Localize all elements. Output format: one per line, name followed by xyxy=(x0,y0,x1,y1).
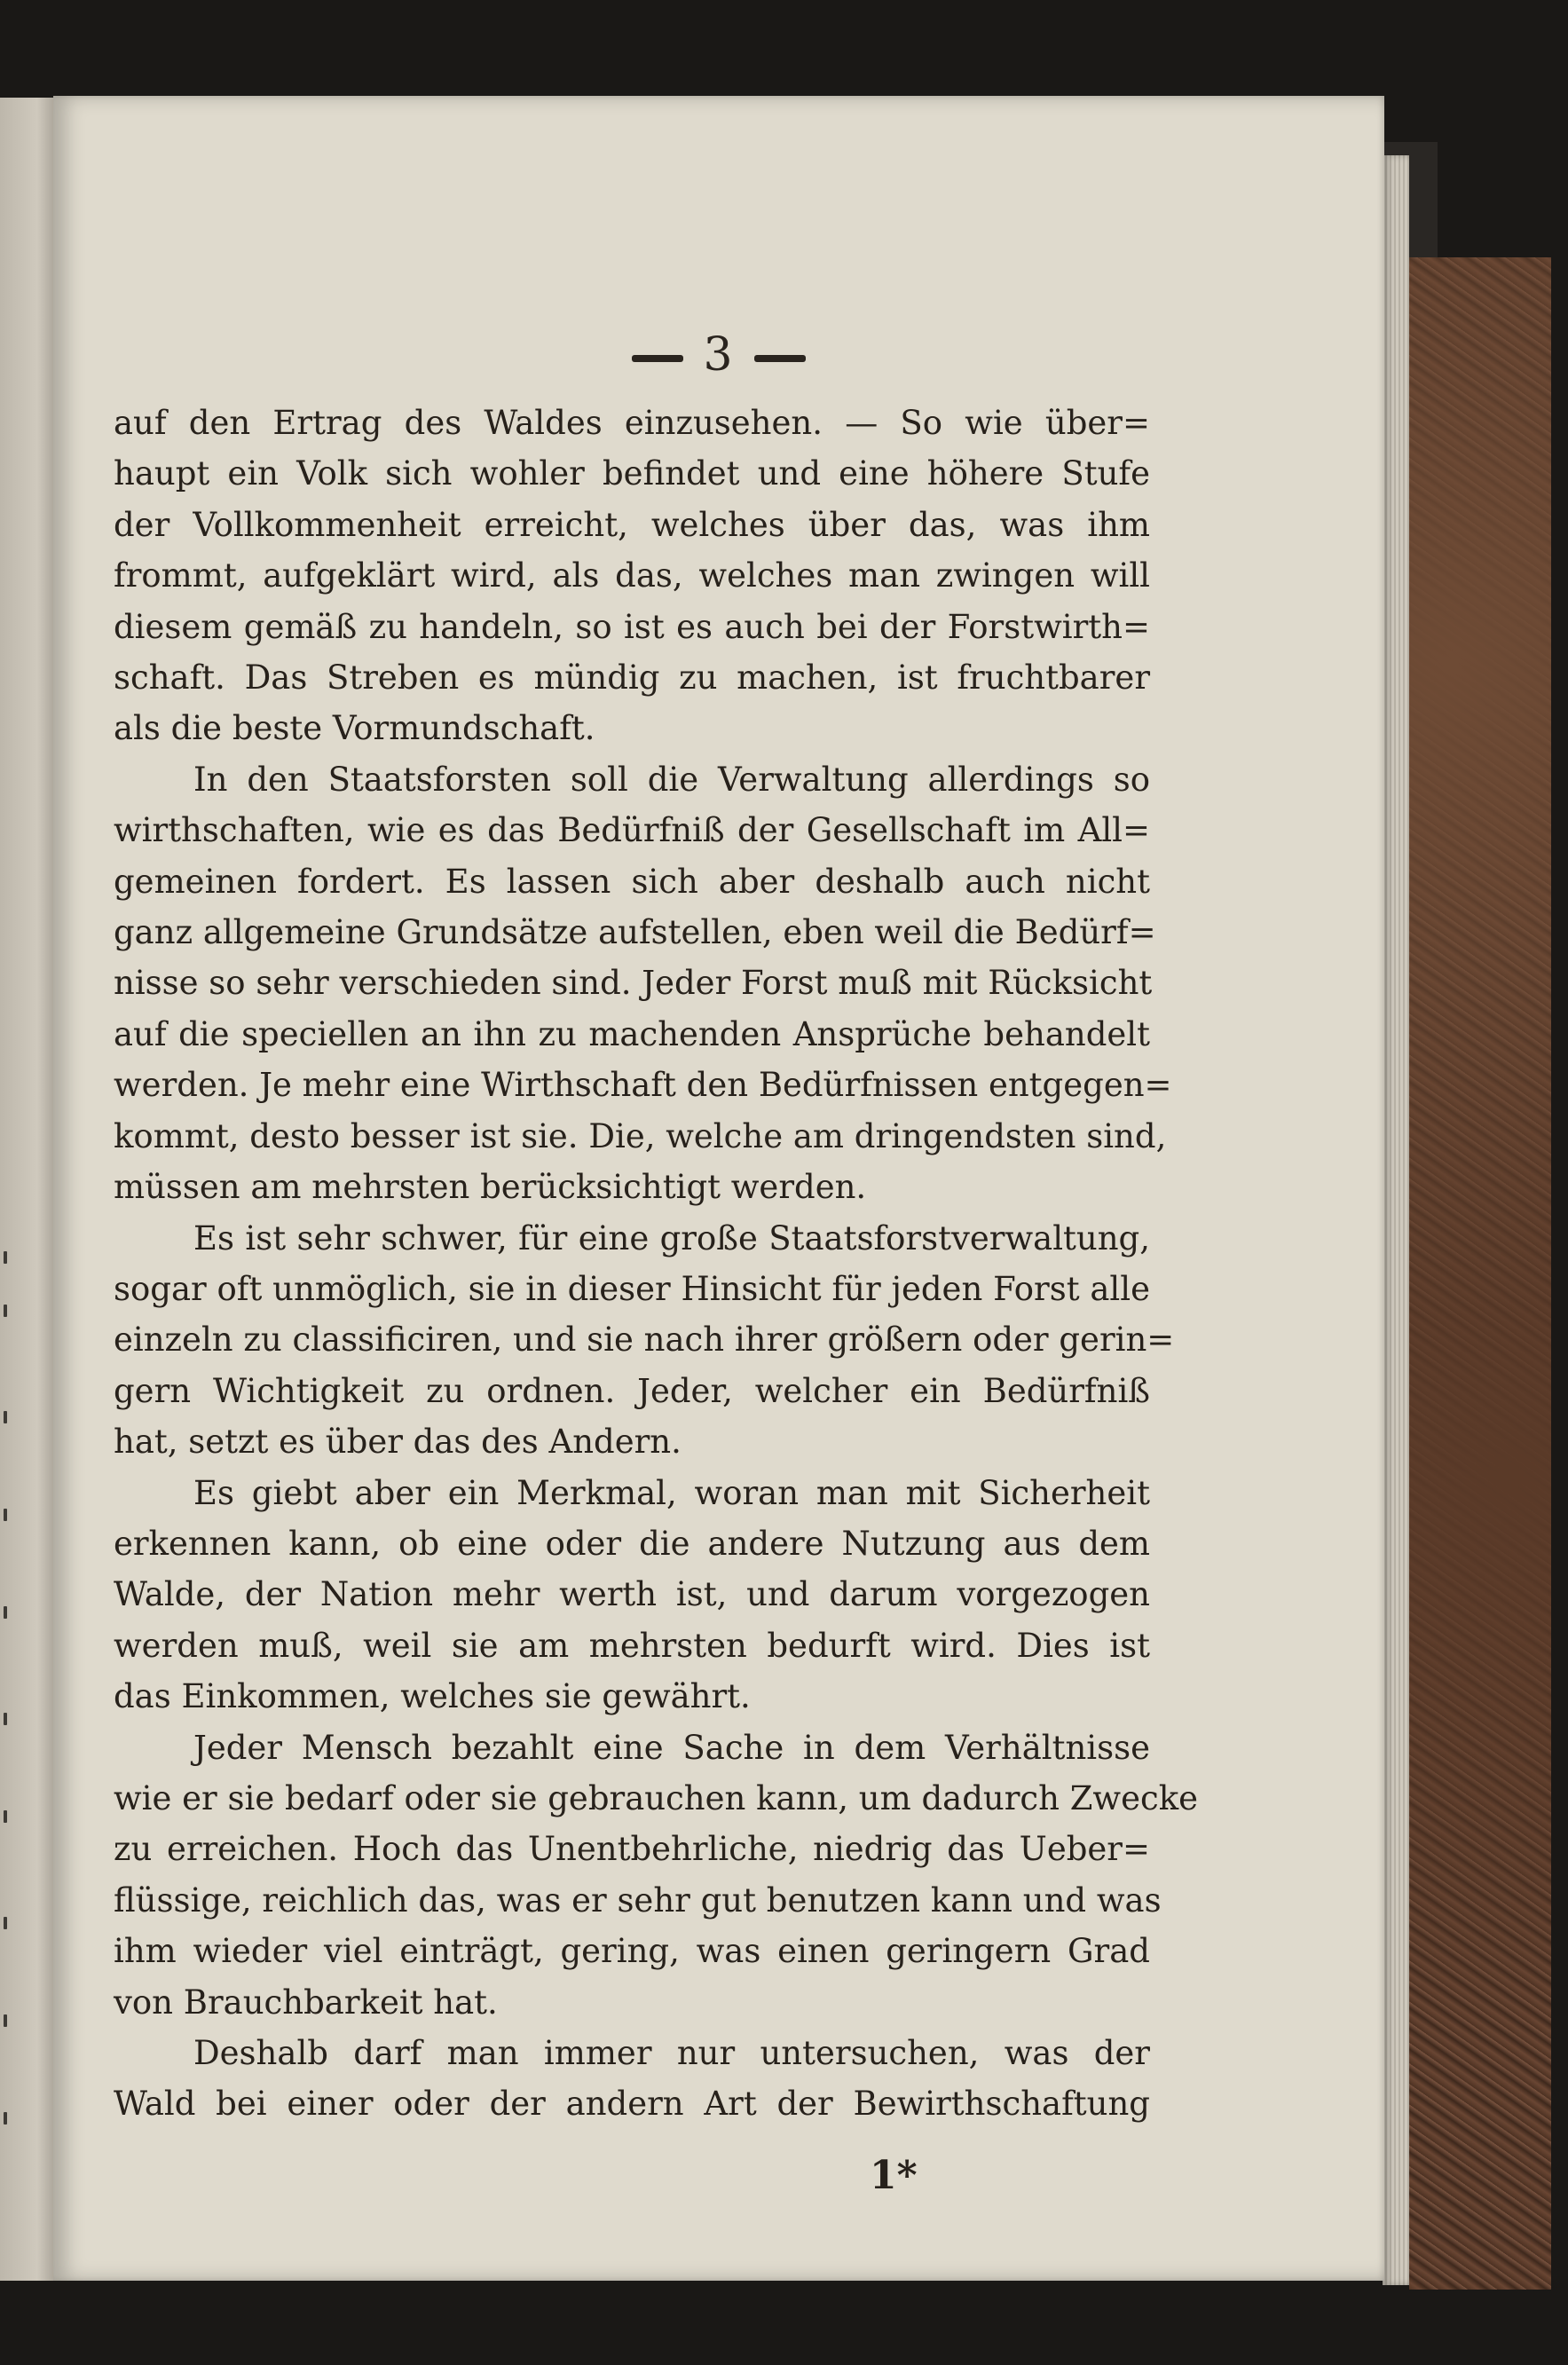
text-line: haupt ein Volk sich wohler befindet und eine höhere Stufe xyxy=(114,454,1150,493)
text-line: erkennen kann, ob eine oder die andere Nutzung aus dem xyxy=(114,1524,1150,1563)
signature-mark: 1* xyxy=(870,2153,918,2198)
gutter-mark xyxy=(4,1917,7,1929)
text-line: wirthschaften, wie es das Bedürfniß der Gesellschaft im All= xyxy=(114,811,1150,850)
text-line: werden. Je mehr eine Wirthschaft den Bedürfnissen entgegen= xyxy=(114,1066,1172,1105)
text-line: zu erreichen. Hoch das Unentbehrliche, niedrig das Ueber= xyxy=(114,1830,1150,1869)
gutter-mark xyxy=(4,2014,7,2027)
gutter-mark xyxy=(4,1305,7,1317)
header-dash-left xyxy=(632,355,683,362)
text-line: auf den Ertrag des Waldes einzusehen. — So wie über= xyxy=(114,404,1150,442)
text-line: ihm wieder viel einträgt, gering, was einen geringern Grad xyxy=(114,1932,1150,1971)
text-line: Jeder Mensch bezahlt eine Sache in dem Verhältnisse xyxy=(193,1728,1150,1767)
text-line: einzeln zu classificiren, und sie nach ihrer größern oder gerin= xyxy=(114,1320,1175,1360)
gutter-mark xyxy=(4,1411,7,1423)
text-line: frommt, aufgeklärt wird, als das, welches man zwingen will xyxy=(114,556,1150,595)
text-line: sogar oft unmöglich, sie in dieser Hinsicht für jeden Forst alle xyxy=(114,1269,1150,1308)
body-text xyxy=(114,398,1199,2130)
text-line: flüssige, reichlich das, was er sehr gut benutzen kann und was xyxy=(114,1880,1162,1920)
text-line: Deshalb darf man immer nur untersuchen, was der xyxy=(193,2034,1150,2072)
page-number: 3 xyxy=(703,328,735,382)
gutter-mark xyxy=(4,1606,7,1619)
page-block-edges xyxy=(1383,155,1409,2285)
text-line: Wald bei einer oder der andern Art der Bewirthschaftung xyxy=(114,2085,1150,2124)
text-line: Es giebt aber ein Merkmal, woran man mit Sicherheit xyxy=(193,1473,1150,1512)
gutter-mark xyxy=(4,1810,7,1823)
text-line: nisse so sehr verschieden sind. Jeder Forst muß mit Rücksicht xyxy=(114,964,1153,1003)
text-line: gern Wichtigkeit zu ordnen. Jeder, welcher ein Bedürfniß xyxy=(114,1371,1150,1410)
marbled-cover xyxy=(1409,257,1551,2290)
page-header xyxy=(53,328,1384,382)
header-dash-right xyxy=(754,355,806,362)
text-line: Es ist sehr schwer, für eine große Staatsforstverwaltung, xyxy=(193,1218,1150,1257)
text-line: kommt, desto besser ist sie. Die, welche am dringendsten sind, xyxy=(114,1116,1167,1155)
gutter-mark xyxy=(4,2112,7,2125)
gutter-mark xyxy=(4,1251,7,1264)
text-line: wie er sie bedarf oder sie gebrauchen kann, um dadurch Zwecke xyxy=(114,1778,1199,1817)
gutter-mark xyxy=(4,1713,7,1725)
text-line: werden muß, weil sie am mehrsten bedurft wird. Dies ist xyxy=(114,1626,1150,1665)
text-line: diesem gemäß zu handeln, so ist es auch bei der Forstwirth= xyxy=(114,607,1150,646)
text-line: als die beste Vormundschaft. xyxy=(114,709,595,748)
text-line: von Brauchbarkeit hat. xyxy=(114,1983,498,2022)
text-line: der Vollkommenheit erreicht, welches über das, was ihm xyxy=(114,505,1150,544)
text-line: das Einkommen, welches sie gewährt. xyxy=(114,1677,751,1716)
text-line: hat, setzt es über das des Andern. xyxy=(114,1423,682,1462)
gutter-mark xyxy=(4,1509,7,1521)
book-page xyxy=(53,96,1384,2281)
text-line: gemeinen fordert. Es lassen sich aber deshalb auch nicht xyxy=(114,862,1150,901)
text-line: schaft. Das Streben es mündig zu machen, ist fruchtbarer xyxy=(114,658,1150,698)
text-line: müssen am mehrsten berücksichtigt werden. xyxy=(114,1168,867,1207)
text-line: ganz allgemeine Grundsätze aufstellen, eben weil die Bedürf= xyxy=(114,913,1156,952)
text-line: auf die speciellen an ihn zu machenden Ansprüche behandelt xyxy=(114,1014,1150,1053)
text-line: Walde, der Nation mehr werth ist, und darum vorgezogen xyxy=(114,1575,1150,1614)
text-line: In den Staatsforsten soll die Verwaltung allerdings so xyxy=(193,760,1150,799)
